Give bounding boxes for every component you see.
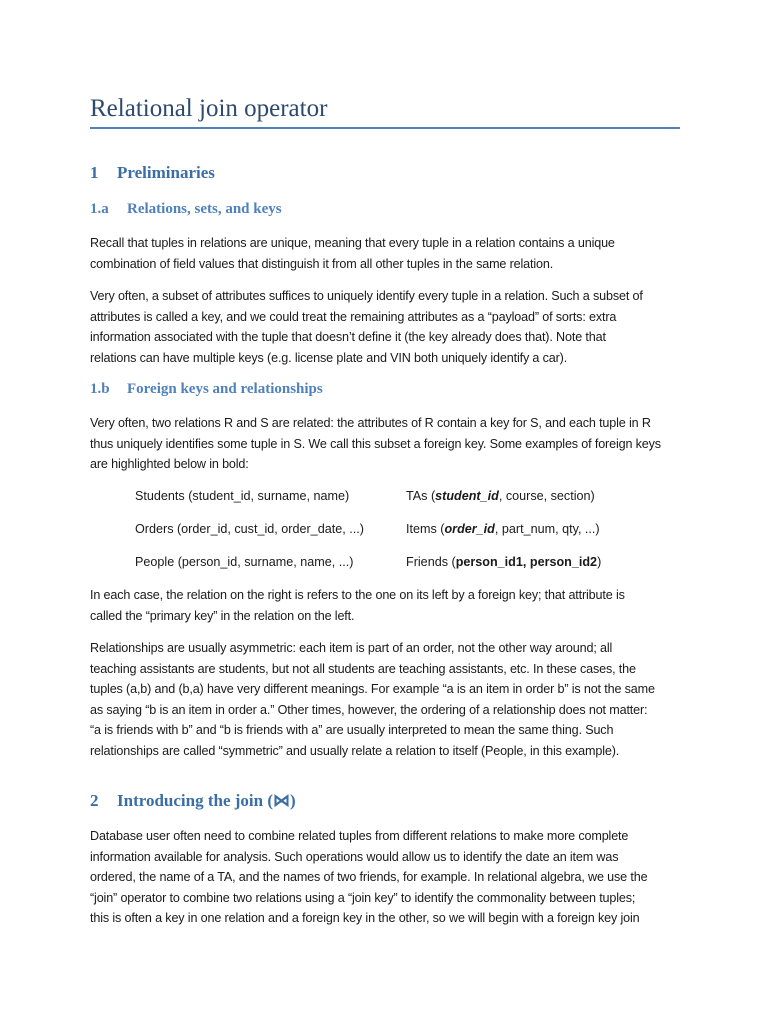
relation-name: Friends ( xyxy=(406,555,456,569)
text-line: Very often, two relations R and S are related: the attributes of R contain a key for S, and each tuple in R xyxy=(90,416,651,430)
text-line: combination of field values that distinguish it from all other tuples in the same relation. xyxy=(90,256,554,271)
relation-name: Items ( xyxy=(406,522,445,536)
subsection-heading-relations-sets-keys xyxy=(90,199,282,219)
relation-right xyxy=(406,486,595,506)
text-line: relations can have multiple keys (e.g. license plate and VIN both uniquely identify a car). xyxy=(90,350,568,365)
foreign-key-bold: student_id xyxy=(435,489,499,503)
text-line: ordered, the name of a TA, and the names of two friends, for example. In relational algebra, we use the xyxy=(90,870,648,884)
text-line: Database user often need to combine related tuples from different relations to make more complete xyxy=(90,829,629,843)
text-line: thus uniquely identifies some tuple in S. We call this subset a foreign key. Some examples of foreign keys xyxy=(90,436,661,451)
section-title: Preliminaries xyxy=(117,163,215,182)
relation-attributes: , course, section) xyxy=(498,489,595,503)
paragraph-foreign-keys xyxy=(90,413,680,475)
text-line: Recall that tuples in relations are unique, meaning that every tuple in a relation contains a unique xyxy=(90,236,615,250)
foreign-key-bold: order_id xyxy=(444,522,495,536)
text-line: Very often, a subset of attributes suffices to uniquely identify every tuple in a relation. Such a subset of xyxy=(90,289,643,303)
relation-left: Students (student_id, surname, name) xyxy=(135,489,350,503)
relation-left: People (person_id, surname, name, ...) xyxy=(135,555,354,569)
text-line: relationships are called “symmetric” and usually relate a relation to itself (People, in this example). xyxy=(90,743,620,758)
text-line: called the “primary key” in the relation on the left. xyxy=(90,608,355,623)
text-line: tuples (a,b) and (b,a) have very different meanings. For example “a is an item in order b” is not the same xyxy=(90,682,655,696)
section-heading-introducing-join xyxy=(90,790,296,812)
paragraph-tuples-unique xyxy=(90,233,680,274)
relation-right xyxy=(406,552,601,572)
title-underline xyxy=(90,127,680,129)
relation-right xyxy=(406,519,600,539)
text-line: “a is friends with b” and “b is friends with a” are usually interpreted to mean the same thing. Such xyxy=(90,723,614,737)
text-line: this is often a key in one relation and a foreign key in the other, so we will begin with a foreign key join xyxy=(90,911,640,925)
section-number: 1 xyxy=(90,163,99,182)
text-line: as saying “b is an item in order a.” Other times, however, the ordering of a relationship does not matter: xyxy=(90,702,648,717)
paragraph-relationships xyxy=(90,638,680,761)
text-line: In each case, the relation on the right is refers to the one on its left by a foreign key; that attribute is xyxy=(90,588,625,602)
text-line: information associated with the tuple that doesn’t define it (the key already does that). Note that xyxy=(90,330,606,344)
subsection-number: 1.a xyxy=(90,201,109,217)
section-title: Introducing the join (⋈) xyxy=(117,791,296,810)
text-line: attributes is called a key, and we could treat the remaining attributes as a “payload” of sorts: extra xyxy=(90,309,617,324)
subsection-title: Relations, sets, and keys xyxy=(127,201,282,217)
relation-attributes: , part_num, qty, ...) xyxy=(494,522,600,536)
foreign-key-bold: person_id1, person_id2 xyxy=(455,555,598,569)
text-line: are highlighted below in bold: xyxy=(90,457,249,471)
paragraph-join-intro xyxy=(90,826,680,929)
text-line: Relationships are usually asymmetric: each item is part of an order, not the other way around; all xyxy=(90,641,613,655)
subsection-number: 1.b xyxy=(90,381,110,397)
paragraph-keys xyxy=(90,286,680,368)
relation-attributes: ) xyxy=(597,555,602,569)
relation-name: TAs ( xyxy=(406,489,436,503)
document-title: Relational join operator xyxy=(90,95,328,122)
text-line: “join” operator to combine two relations using a “join key” to identify the commonality between tuples; xyxy=(90,890,636,905)
section-number: 2 xyxy=(90,791,99,810)
subsection-title: Foreign keys and relationships xyxy=(127,381,323,397)
section-heading-preliminaries xyxy=(90,162,215,184)
text-line: teaching assistants are students, but not all students are teaching assistants, etc. In these cases, the xyxy=(90,661,636,676)
paragraph-primary-key xyxy=(90,585,680,626)
text-line: information available for analysis. Such operations would allow us to identify the date an item was xyxy=(90,849,619,864)
subsection-heading-foreign-keys xyxy=(90,379,323,399)
relation-left: Orders (order_id, cust_id, order_date, ...) xyxy=(135,522,364,536)
